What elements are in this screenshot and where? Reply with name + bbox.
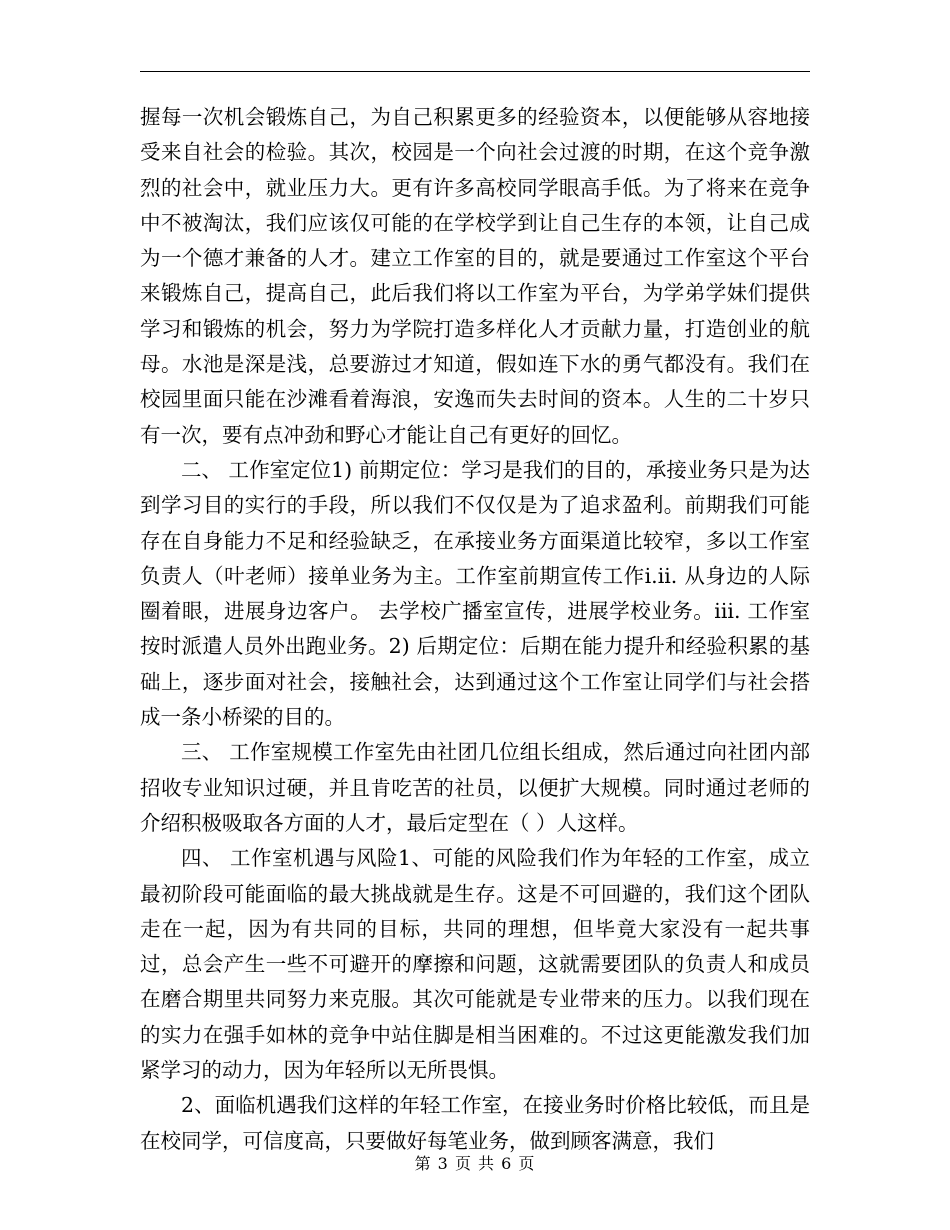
page-number-footer: 第 3 页 共 6 页 bbox=[414, 1154, 536, 1173]
paragraph-opportunities: 2、面临机遇我们这样的年轻工作室，在接业务时价格比较低，而且是在校同学，可信度高，只要做好每笔业务，做到顾客满意，我们 bbox=[140, 1093, 810, 1153]
body-text bbox=[140, 100, 810, 1159]
header-rule bbox=[140, 71, 810, 72]
paragraph-risks: 四、 工作室机遇与风险1、可能的风险我们作为年轻的工作室，成立最初阶段可能面临的最大挑战就是生存。这是不可回避的，我们这个团队走在一起，因为有共同的目标，共同的理想，但毕竟大家没有一起共事过，总会产生一些不可避开的摩擦和问题，这就需要团队的负责人和成员在磨合期里共同努力来克服。其次可能就是专业带来的压力。以我们现在的实力在强手如林的竞争中站住脚是相当困难的。不过这更能激发我们加紧学习的动力，因为年轻所以无所畏惧。 bbox=[140, 846, 810, 1083]
paragraph-continuation: 握每一次机会锻炼自己，为自己积累更多的经验资本，以便能够从容地接受来自社会的检验。其次，校园是一个向社会过渡的时期，在这个竞争激烈的社会中，就业压力大。更有许多高校同学眼高手低。为了将来在竞争中不被淘汰，我们应该仅可能的在学校学到让自己生存的本领，让自己成为一个德才兼备的人才。建立工作室的目的，就是要通过工作室这个平台来锻炼自己，提高自己，此后我们将以工作室为平台，为学弟学妹们提供学习和锻炼的机会，努力为学院打造多样化人才贡献力量，打造创业的航母。水池是深是浅，总要游过才知道，假如连下水的勇气都没有。我们在校园里面只能在沙滩看着海浪，安逸而失去时间的资本。人生的二十岁只有一次，要有点冲劲和野心才能让自己有更好的回忆。 bbox=[140, 105, 810, 447]
paragraph-scale: 三、 工作室规模工作室先由社团几位组长组成，然后通过向社团内部招收专业知识过硬，并且肯吃苦的社员，以便扩大规模。同时通过老师的介绍积极吸取各方面的人才，最后定型在（ ）人这样。 bbox=[140, 740, 810, 835]
paragraph-positioning: 二、 工作室定位1) 前期定位：学习是我们的目的，承接业务只是为达到学习目的实行的手段，所以我们不仅仅是为了追求盈利。前期我们可能存在自身能力不足和经验缺乏，在承接业务方面渠道比较窄，多以工作室负责人（叶老师）接单业务为主。工作室前期宣传工作i.ii. 从身边的人际圈着眼，进展身边客户。 去学校广播室宣传，进展学校业务。iii. 工作室按时派遣人员外出跑业务。2) 后期定位：后期在能力提升和经验积累的基础上，逐步面对社会，接触社会，达到通过这个工作室让同学们与社会搭成一条小桥梁的目的。 bbox=[140, 457, 810, 730]
